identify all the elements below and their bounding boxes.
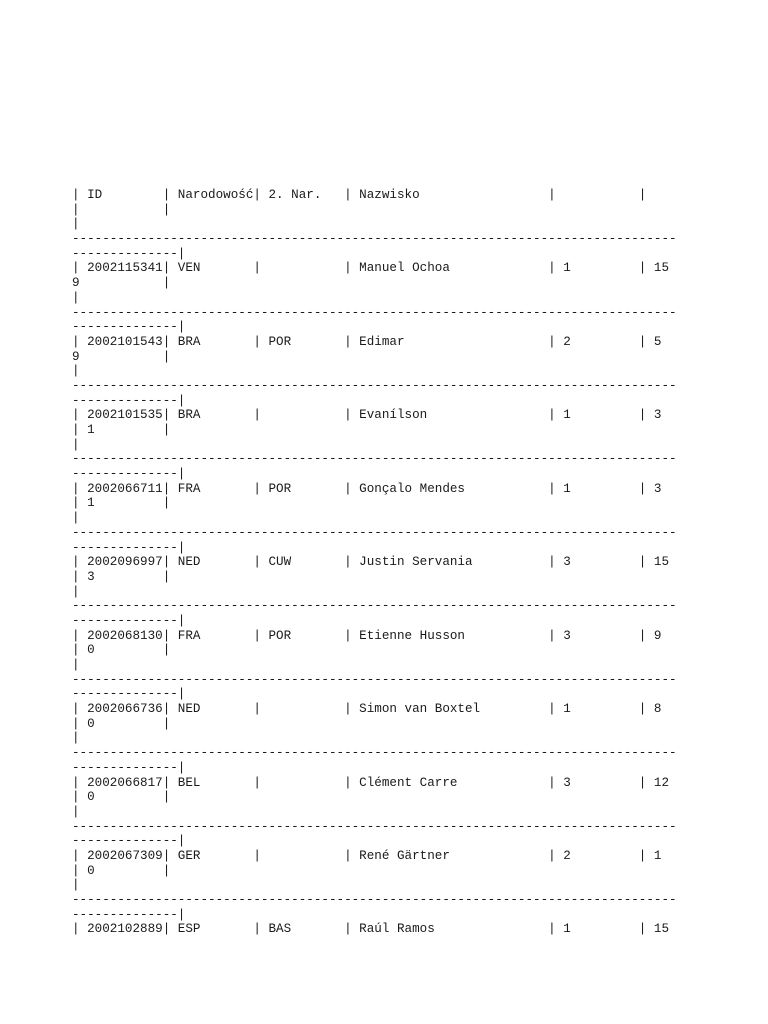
text-line: -------------------------------------------------------------------------------- [72,746,677,761]
text-line: | 2002101535| BRA | | Evanílson | 1 | 3 [72,408,662,423]
text-line: | 2002068130| FRA | POR | Etienne Husson | 3 | 9 [72,628,662,643]
text-line: | [72,511,80,526]
text-line: --------------| [72,613,186,628]
text-line: -------------------------------------------------------------------------------- [72,893,677,907]
text-line: | 2002066711| FRA | POR | Gonçalo Mendes | 1 | 3 [72,481,662,496]
text-line: | 2002066736| NED | | Simon van Boxtel | 1 | 8 [72,702,662,717]
text-line: -------------------------------------------------------------------------------- [72,599,677,614]
text-line: | 2002067309| GER | | René Gärtner | 2 | 1 [72,848,662,863]
text-line: --------------| [72,246,186,261]
text-line: | 2002101543| BRA | POR | Edimar | 2 | 5 [72,334,662,349]
text-line: | 0 | [72,790,171,805]
text-line: --------------| [72,393,186,408]
text-line: -------------------------------------------------------------------------------- [72,672,677,687]
text-line: | 1 | [72,496,171,511]
monospace-table-text [72,188,677,937]
text-line: | ID | Narodowość| 2. Nar. | Nazwisko | | [72,188,647,202]
text-line: | 0 | [72,863,171,878]
text-line: | [72,217,80,232]
text-line: | [72,804,80,819]
text-line: | 2002066817| BEL | | Clément Carre | 3 | 12 [72,775,670,790]
text-line: -------------------------------------------------------------------------------- [72,525,677,540]
text-line: | [72,658,80,672]
text-line: | 1 | [72,423,171,437]
text-line: 9 | [72,276,171,291]
text-line: | [72,364,80,379]
text-line: | [72,290,80,305]
text-line: | [72,878,80,893]
text-line: -------------------------------------------------------------------------------- [72,378,677,393]
text-line: --------------| [72,320,186,335]
text-line: | 0 | [72,716,171,731]
text-line: --------------| [72,907,186,922]
text-line: | 3 | [72,569,171,584]
text-line: | [72,584,80,599]
text-line: --------------| [72,540,186,555]
text-line: -------------------------------------------------------------------------------- [72,232,677,247]
text-line: --------------| [72,467,186,482]
text-line: | [72,437,80,452]
text-line: --------------| [72,687,186,702]
text-line: -------------------------------------------------------------------------------- [72,305,677,320]
text-line: --------------| [72,834,186,849]
text-line: | 2002115341| VEN | | Manuel Ochoa | 1 | 15 [72,261,670,276]
text-line: | 2002096997| NED | CUW | Justin Servania | 3 | 15 [72,555,670,570]
text-line: | | [72,202,171,217]
text-line: | 0 | [72,643,171,658]
text-line: --------------| [72,760,186,775]
text-line: | [72,731,80,746]
text-line: -------------------------------------------------------------------------------- [72,819,677,834]
text-line: | 2002102889| ESP | BAS | Raúl Ramos | 1 | 15 [72,922,670,937]
text-line: -------------------------------------------------------------------------------- [72,452,677,467]
text-line: 9 | [72,349,171,364]
